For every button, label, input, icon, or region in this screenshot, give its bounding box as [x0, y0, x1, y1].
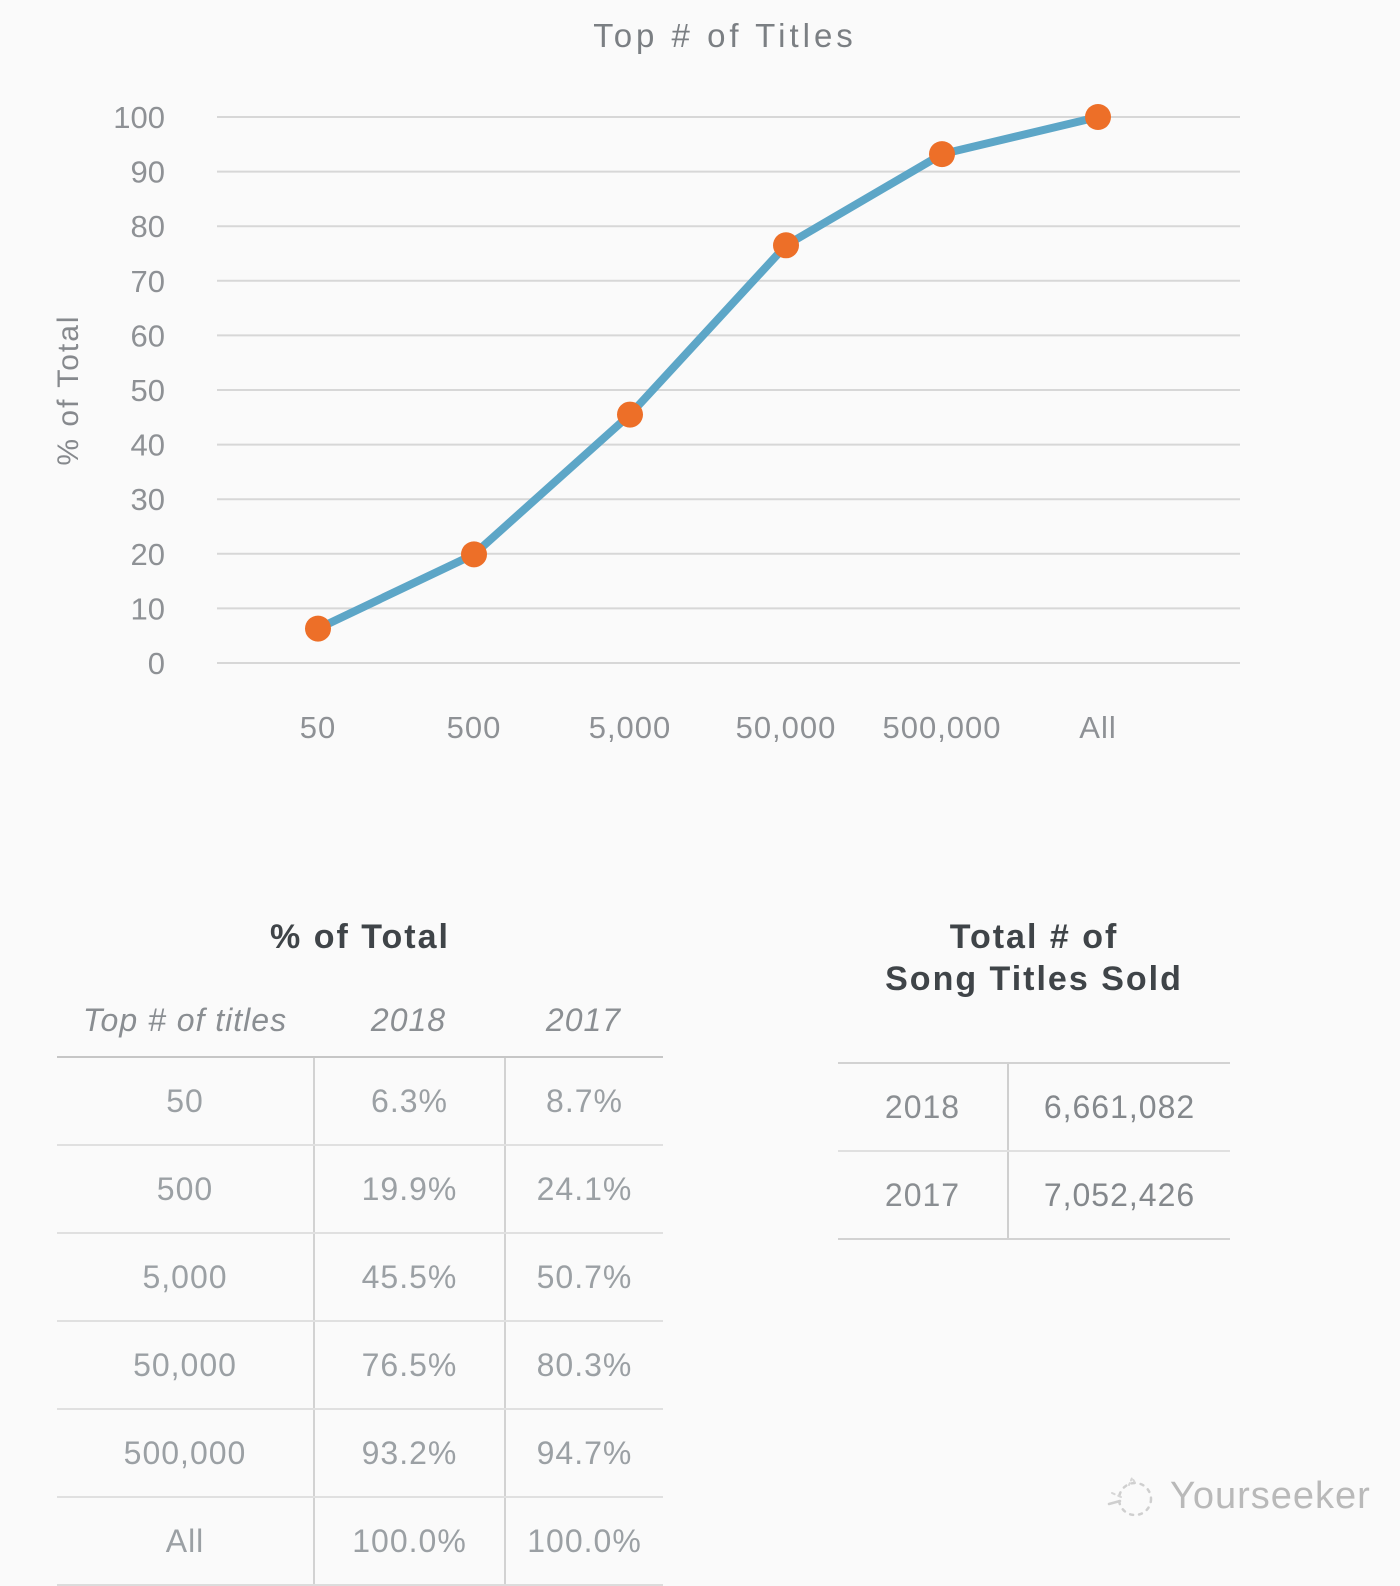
data-point-marker [929, 141, 955, 167]
totals-table-title [838, 916, 1230, 1000]
totals-table-title-line2: Song Titles Sold [885, 960, 1183, 998]
table-cell: 100.0% [504, 1498, 663, 1584]
table-cell: 6.3% [313, 1058, 504, 1144]
table-row [57, 1232, 663, 1320]
data-point-marker [305, 616, 331, 642]
y-tick-label: 10 [130, 591, 165, 627]
y-tick-label: 40 [130, 427, 165, 463]
y-tick-label: 70 [130, 263, 165, 299]
table-cell: 94.7% [504, 1410, 663, 1496]
y-tick-label: 30 [130, 482, 165, 518]
percent-of-total-table [57, 916, 663, 1586]
table-cell: 45.5% [313, 1234, 504, 1320]
y-tick-label: 50 [130, 373, 165, 408]
table-cell: 500,000 [123, 1434, 247, 1471]
column-header-2017: 2017 [545, 1002, 622, 1038]
y-tick-label: 100 [113, 100, 165, 135]
table-cell: 50,000 [133, 1346, 237, 1383]
table-cell: 100.0% [313, 1498, 504, 1584]
data-point-marker [773, 232, 799, 258]
percent-table-title: % of Total [270, 918, 450, 956]
y-tick-label: 90 [130, 154, 165, 190]
table-row [57, 1058, 663, 1144]
yourseeker-brand-text: Yourseeker [1170, 1474, 1371, 1517]
table-cell: 8.7% [504, 1058, 663, 1144]
table-row [57, 1496, 663, 1584]
yourseeker-logo [1102, 1464, 1371, 1528]
percent-table-header [57, 1002, 663, 1056]
table-cell: 5,000 [142, 1258, 228, 1295]
y-tick-label: 0 [147, 646, 165, 681]
table-cell: 500 [156, 1170, 214, 1207]
table-row [838, 1150, 1230, 1238]
table-row [57, 1408, 663, 1496]
table-row [57, 1144, 663, 1232]
yourseeker-logo-icon [1102, 1467, 1160, 1525]
series-line-2018 [318, 117, 1098, 629]
totals-table-title-line1: Total # of [949, 918, 1119, 956]
table-cell: 80.3% [504, 1322, 663, 1408]
totals-table [838, 916, 1230, 1240]
data-point-marker [461, 541, 487, 567]
x-tick-label: All [1079, 710, 1117, 745]
value-cell: 7,052,426 [1007, 1152, 1230, 1238]
chart-title: Top # of Titles [593, 17, 857, 54]
y-axis-label: % of Total [52, 314, 85, 466]
column-header-top-titles: Top # of titles [82, 1002, 288, 1038]
x-tick-label: 5,000 [588, 710, 672, 745]
x-tick-label: 50 [299, 710, 337, 745]
column-header-2018: 2018 [370, 1002, 447, 1038]
year-cell: 2017 [884, 1176, 961, 1213]
value-cell: 6,661,082 [1007, 1064, 1230, 1150]
year-cell: 2018 [884, 1088, 961, 1125]
y-tick-label: 80 [130, 209, 165, 245]
table-cell: 50 [166, 1082, 204, 1119]
x-tick-label: 500 [446, 710, 502, 745]
x-tick-label: 500,000 [882, 710, 1002, 745]
x-tick-label: 50,000 [735, 710, 837, 745]
data-point-marker [1085, 104, 1111, 130]
table-cell: 24.1% [504, 1146, 663, 1232]
y-tick-label: 60 [130, 318, 165, 354]
data-point-marker [617, 402, 643, 428]
y-tick-label: 20 [130, 536, 165, 572]
table-cell: 93.2% [313, 1410, 504, 1496]
table-cell: 76.5% [313, 1322, 504, 1408]
table-row [838, 1064, 1230, 1150]
table-cell: 50.7% [504, 1234, 663, 1320]
percent-table-body [57, 1056, 663, 1586]
table-row [57, 1320, 663, 1408]
table-cell: 19.9% [313, 1146, 504, 1232]
totals-table-body [838, 1062, 1230, 1240]
table-cell: All [165, 1522, 205, 1559]
